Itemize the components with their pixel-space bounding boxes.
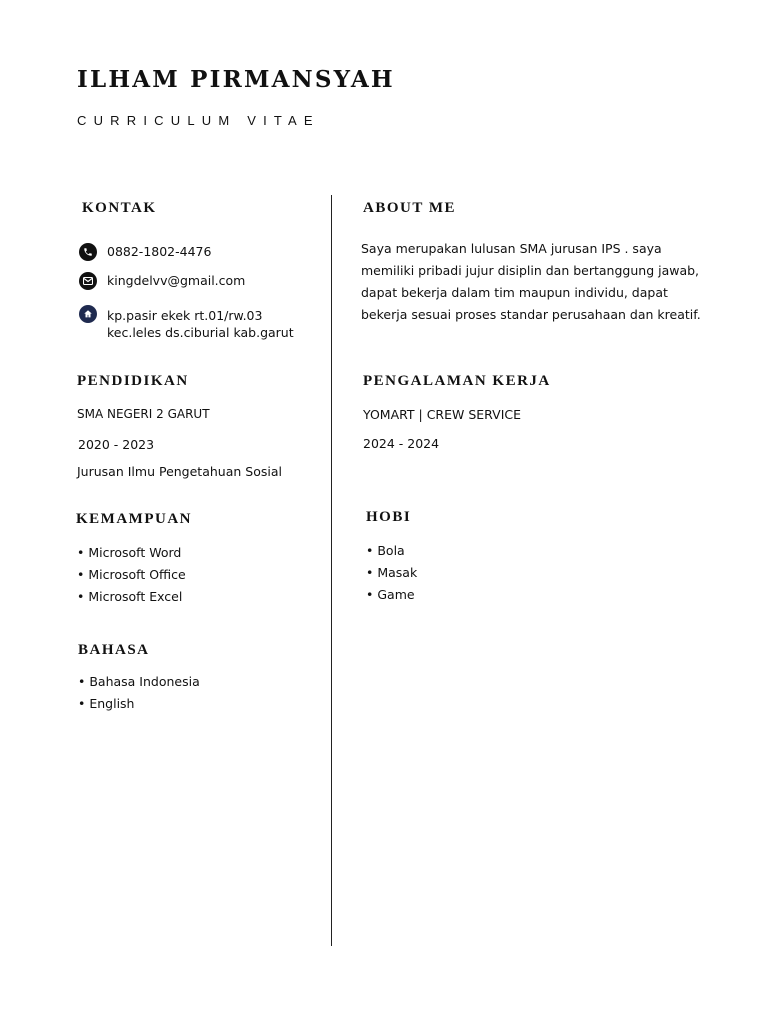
job-years: 2024 - 2024 [363,436,440,451]
language-item: • Bahasa Indonesia [78,674,200,689]
school-major: Jurusan Ilmu Pengetahuan Sosial [77,464,282,479]
email-address: kingdelvv@gmail.com [107,273,246,288]
email-icon [79,272,97,290]
about-line: Saya merupakan lulusan SMA jurusan IPS . saya [361,241,662,256]
about-line: dapat bekerja dalam tim maupun individu, dapat [361,285,668,300]
hobby-item: • Bola [366,543,405,558]
job-title: YOMART | CREW SERVICE [363,407,522,422]
skill-item: • Microsoft Office [77,567,186,582]
about-paragraph [361,238,706,326]
about-heading: ABOUT ME [363,200,456,216]
column-divider [331,195,332,946]
pengalaman-heading: PENGALAMAN KERJA [363,373,551,389]
skill-item: • Microsoft Excel [77,589,183,604]
resume-name: ILHAM PIRMANSYAH [77,66,395,93]
phone-number: 0882-1802-4476 [107,244,212,259]
hobby-item: • Game [366,587,415,602]
pendidikan-heading: PENDIDIKAN [77,373,189,389]
hobby-item: • Masak [366,565,418,580]
kemampuan-heading: KEMAMPUAN [76,511,192,527]
bahasa-heading: BAHASA [78,642,150,658]
address [107,307,294,341]
hobi-heading: HOBI [366,509,412,525]
about-line: bekerja sesuai proses standar perusahaan dan kreatif. [361,307,701,322]
skill-item: • Microsoft Word [77,545,182,560]
school-name: SMA NEGERI 2 GARUT [77,407,210,421]
school-years: 2020 - 2023 [78,437,155,452]
home-icon [79,305,97,323]
about-line: memiliki pribadi jujur disiplin dan bertanggung jawab, [361,263,700,278]
kontak-heading: KONTAK [82,200,157,216]
phone-icon [79,243,97,261]
address-line-1: kp.pasir ekek rt.01/rw.03 [107,308,263,323]
resume-subtitle: CURRICULUM VITAE [77,113,320,128]
language-item: • English [78,696,135,711]
address-line-2: kec.leles ds.ciburial kab.garut [107,325,294,340]
